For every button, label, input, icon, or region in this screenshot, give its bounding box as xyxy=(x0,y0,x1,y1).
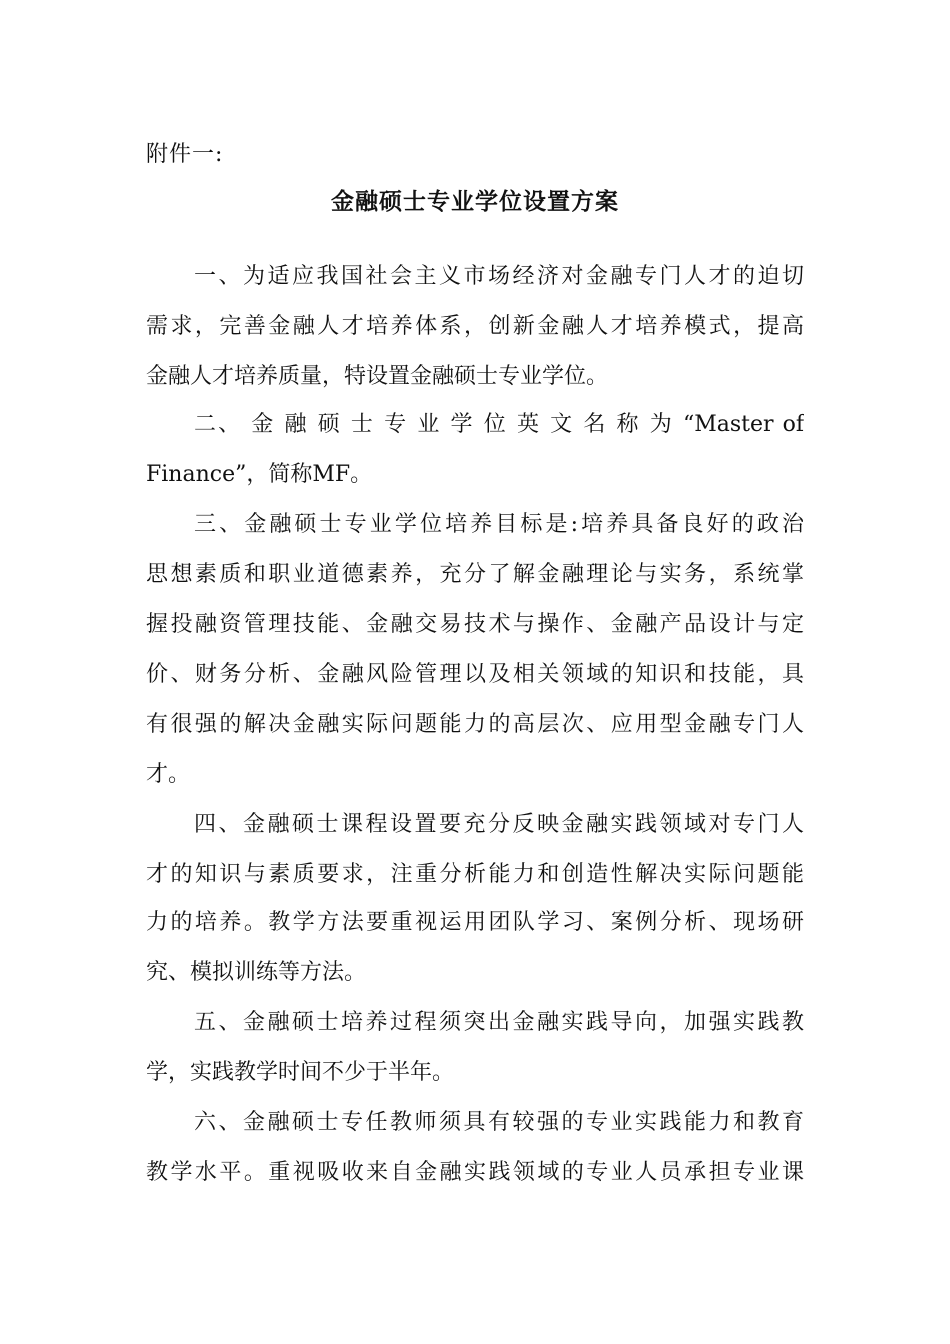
paragraph-2-line-2: Finance”，简称MF。 xyxy=(146,462,373,487)
paragraph-3-line-6: 才。 xyxy=(146,762,191,787)
paragraph-1-line-3: 金融人才培养质量，特设置金融硕士专业学位。 xyxy=(146,364,609,389)
paragraph-3-line-5: 有很强的解决金融实际问题能力的高层次、应用型金融专门人 xyxy=(146,712,804,737)
paragraph-1-line-2: 需求，完善金融人才培养体系，创新金融人才培养模式，提高 xyxy=(146,314,804,339)
paragraph-1-line-1: 一、为适应我国社会主义市场经济对金融专门人才的迫切 xyxy=(194,264,804,289)
paragraph-4-line-2: 才的知识与素质要求，注重分析能力和创造性解决实际问题能 xyxy=(146,862,804,887)
paragraph-3-line-2: 思想素质和职业道德素养，充分了解金融理论与实务，系统掌 xyxy=(146,562,804,587)
document-title: 金融硕士专业学位设置方案 xyxy=(331,188,619,215)
paragraph-3-line-4: 价、财务分析、金融风险管理以及相关领域的知识和技能，具 xyxy=(146,662,804,687)
paragraph-5-line-1: 五、金融硕士培养过程须突出金融实践导向，加强实践教 xyxy=(194,1010,804,1035)
paragraph-2-line-1: 二、 金 融 硕 士 专 业 学 位 英 文 名 称 为 “Master of xyxy=(194,412,804,437)
paragraph-3-line-1: 三、金融硕士专业学位培养目标是:培养具备良好的政治 xyxy=(194,512,804,537)
paragraph-4-line-3: 力的培养。教学方法要重视运用团队学习、案例分析、现场研 xyxy=(146,910,804,935)
paragraph-6-line-1: 六、金融硕士专任教师须具有较强的专业实践能力和教育 xyxy=(194,1110,804,1135)
paragraph-6-line-2: 教学水平。重视吸收来自金融实践领域的专业人员承担专业课 xyxy=(146,1160,804,1185)
paragraph-4-line-4: 究、模拟训练等方法。 xyxy=(146,960,367,985)
attachment-label: 附件一: xyxy=(146,142,224,167)
paragraph-3-line-3: 握投融资管理技能、金融交易技术与操作、金融产品设计与定 xyxy=(146,612,804,637)
paragraph-5-line-2: 学，实践教学时间不少于半年。 xyxy=(146,1060,455,1085)
paragraph-4-line-1: 四、金融硕士课程设置要充分反映金融实践领域对专门人 xyxy=(194,812,804,837)
